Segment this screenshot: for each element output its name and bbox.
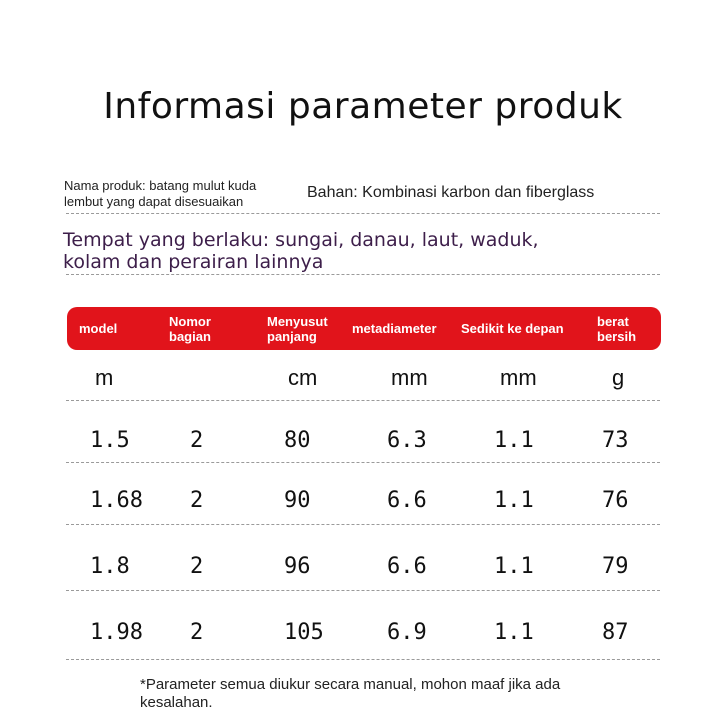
unit-metadiameter: mm (391, 365, 428, 390)
divider (66, 274, 660, 275)
cell-length: 90 (284, 488, 311, 513)
cell-tip: 1.1 (494, 428, 534, 453)
cell-tip: 1.1 (494, 488, 534, 513)
unit-length: cm (288, 365, 318, 390)
material-text: Bahan: Kombinasi karbon dan fiberglass (307, 184, 595, 201)
cell-tip: 1.1 (494, 620, 534, 645)
cell-part-number: 2 (190, 428, 204, 453)
cell-model: 1.5 (90, 428, 130, 453)
unit-model: m (95, 365, 114, 390)
cell-length: 96 (284, 554, 311, 579)
cell-metadiameter: 6.6 (387, 554, 427, 579)
cell-model: 1.8 (90, 554, 130, 579)
cell-metadiameter: 6.3 (387, 428, 427, 453)
divider (66, 590, 660, 591)
divider (66, 659, 660, 660)
cell-length: 80 (284, 428, 311, 453)
page-title: Informasi parameter produk (103, 86, 623, 127)
cell-metadiameter: 6.6 (387, 488, 427, 513)
table-header (67, 307, 661, 350)
header-tip-diameter: Sedikit ke depan (461, 321, 564, 336)
cell-length: 105 (284, 620, 324, 645)
header-net-weight: berat bersih (597, 314, 637, 344)
cell-part-number: 2 (190, 620, 204, 645)
cell-metadiameter: 6.9 (387, 620, 427, 645)
unit-weight: g (612, 365, 625, 390)
disclaimer-note: *Parameter semua diukur secara manual, mohon maaf jika ada kesalahan. (140, 676, 561, 711)
cell-tip: 1.1 (494, 554, 534, 579)
cell-weight: 73 (602, 428, 629, 453)
divider (66, 213, 660, 214)
header-metadiameter: metadiameter (352, 321, 437, 336)
cell-part-number: 2 (190, 488, 204, 513)
cell-weight: 76 (602, 488, 629, 513)
cell-model: 1.68 (90, 488, 143, 513)
divider (66, 524, 660, 525)
cell-model: 1.98 (90, 620, 143, 645)
cell-weight: 79 (602, 554, 629, 579)
header-shrink-length: Menyusut panjang (267, 314, 328, 344)
header-part-number: Nomor bagian (169, 314, 211, 344)
applicable-place-text: Tempat yang berlaku: sungai, danau, laut, waduk, kolam dan perairan lainnya (63, 229, 539, 273)
divider (66, 462, 660, 463)
divider (66, 400, 660, 401)
product-name-text: Nama produk: batang mulut kuda lembut yang dapat disesuaikan (64, 178, 257, 209)
cell-part-number: 2 (190, 554, 204, 579)
unit-tip: mm (500, 365, 537, 390)
header-model: model (79, 321, 118, 336)
cell-weight: 87 (602, 620, 629, 645)
